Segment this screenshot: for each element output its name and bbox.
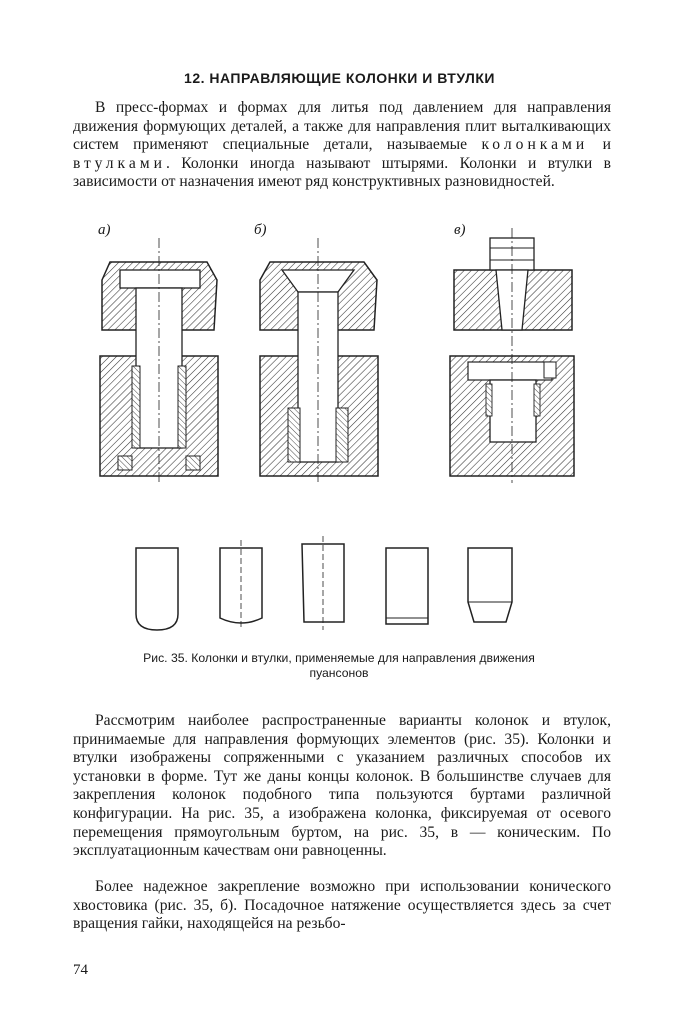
assembly-v: [450, 228, 574, 483]
body-paragraph-2: Рассмотрим наиболее распространенные варианты колонок и втулок, принимаемые для направления формующих элементов (рис. 35). Колонки и втулки изображены сопряженными с указанием различных способов их установки в форме. Тут же даны концы колонок. В большинстве случаев для закрепления колонок подобного типа пользуются буртами различной конфигурации. На рис. 35, а изображена колонка, фиксируемая от осевого перемещения прямоугольным буртом, на рис. 35, в — коническим. По эксплуатационным качествам они равноценны.: [73, 712, 611, 860]
caption-line-1: Рис. 35. Колонки и втулки, применяемые для направления движения: [143, 651, 535, 665]
column-end-5: [468, 548, 512, 622]
column-end-4: [386, 548, 428, 624]
fig-label-b: б): [254, 222, 267, 238]
intro-text-2: . Колонки иногда называют штырями. Колонки и втулки в зависимости от назначения имеют ряд конструктивных разновидностей.: [73, 154, 611, 191]
section-heading: 12. НАПРАВЛЯЮЩИЕ КОЛОНКИ И ВТУЛКИ: [184, 70, 495, 86]
fig-label-a: а): [98, 222, 111, 238]
assembly-b: [260, 238, 378, 483]
intro-text-mid: и: [588, 136, 611, 154]
term-kolonki: колонками: [481, 136, 589, 154]
caption-line-2: пуансонов: [309, 666, 369, 680]
body-paragraph-3: Более надежное закрепление возможно при использовании конического хвостовика (рис. 35, б). Посадочное натяжение осуществляется здесь за счет вращения гайки, находящейся на резьбо-: [73, 878, 611, 933]
assembly-a: [100, 238, 218, 483]
fig-label-v: в): [454, 222, 466, 238]
column-end-2: [220, 540, 262, 630]
figure-caption: [100, 651, 578, 681]
intro-text-1: В пресс-формах и формах для литья под давлением для направления движения формующих деталей, а также для направления плит выталкивающих систем применяют специальные детали, называемые: [73, 99, 611, 154]
column-end-1: [136, 548, 178, 630]
column-end-3: [302, 536, 344, 630]
page-number: 74: [73, 962, 88, 978]
term-vtulki: втулками: [73, 154, 166, 172]
intro-paragraph: [73, 99, 611, 192]
figure-35: [92, 218, 592, 638]
